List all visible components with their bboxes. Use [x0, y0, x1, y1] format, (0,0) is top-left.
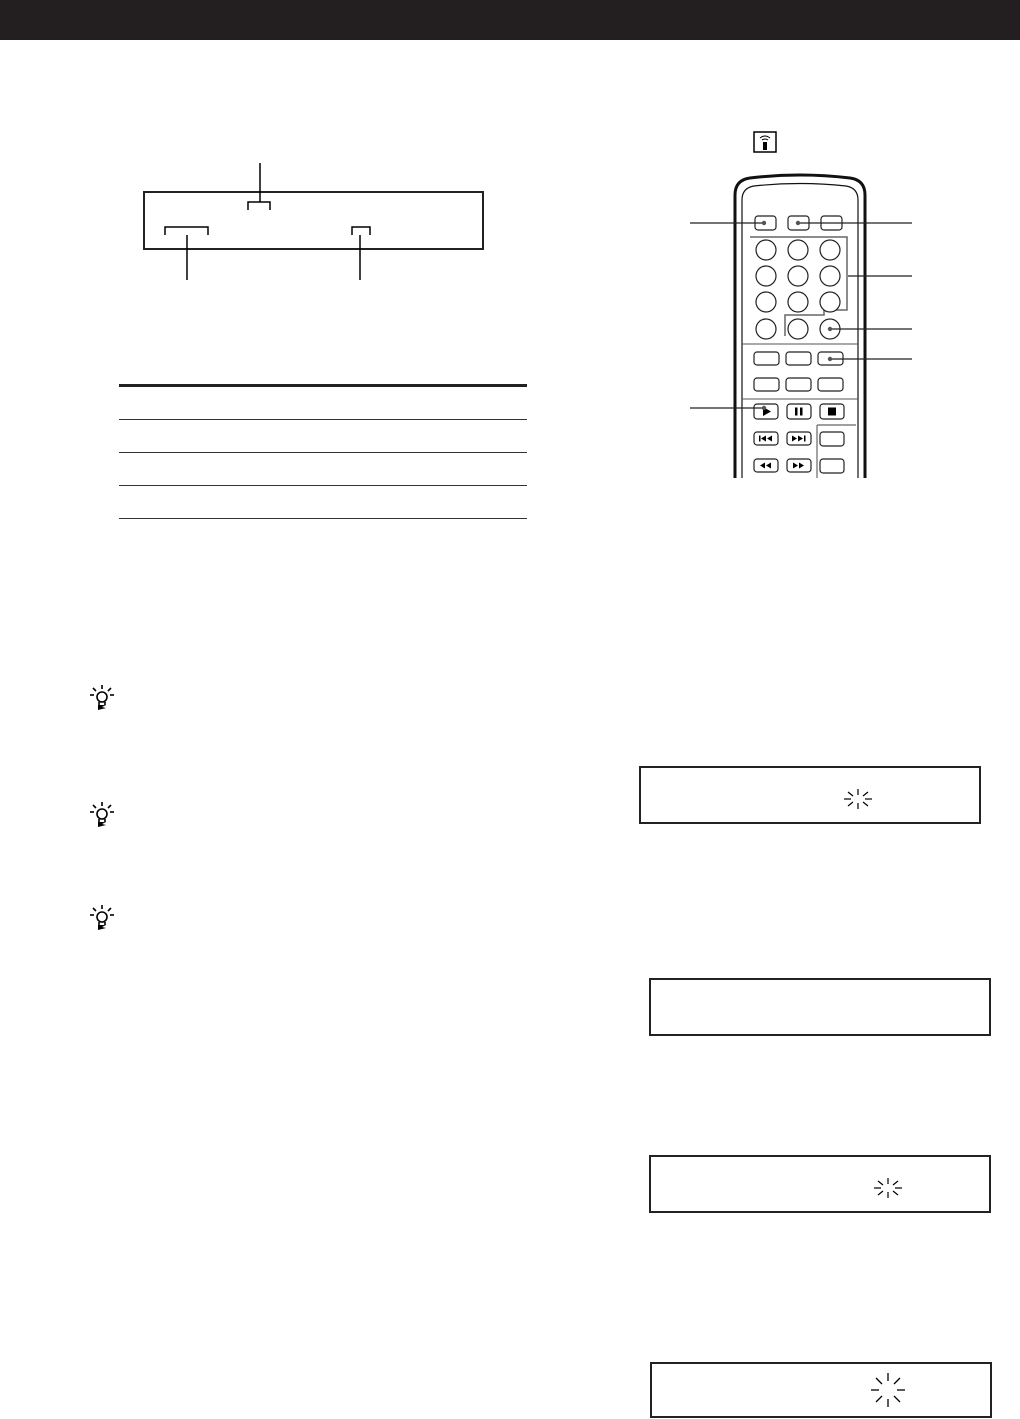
remote-control-icon — [753, 131, 777, 153]
flashing-indicator-icon — [870, 1372, 906, 1408]
table-top-rule — [119, 384, 527, 387]
callout-top — [248, 163, 270, 210]
step-display-1 — [639, 766, 981, 824]
page-header-bar — [0, 0, 1020, 40]
table-row-rule — [119, 518, 527, 519]
flashing-indicator-icon — [873, 1177, 903, 1199]
table-row-rule — [119, 452, 527, 453]
step-display-2 — [649, 978, 991, 1036]
flashing-indicator-icon — [843, 788, 873, 810]
callout-right — [352, 227, 370, 280]
step-display-4 — [650, 1362, 992, 1418]
table-row-rule — [119, 419, 527, 420]
lightbulb-hint-icon — [88, 904, 116, 932]
callout-left — [165, 227, 208, 280]
table-row-rule — [119, 485, 527, 486]
display-callouts — [140, 160, 490, 290]
lightbulb-hint-icon — [88, 684, 116, 712]
step-display-3 — [649, 1155, 991, 1213]
lightbulb-hint-icon — [88, 801, 116, 829]
remote-control-illustration — [680, 170, 920, 480]
